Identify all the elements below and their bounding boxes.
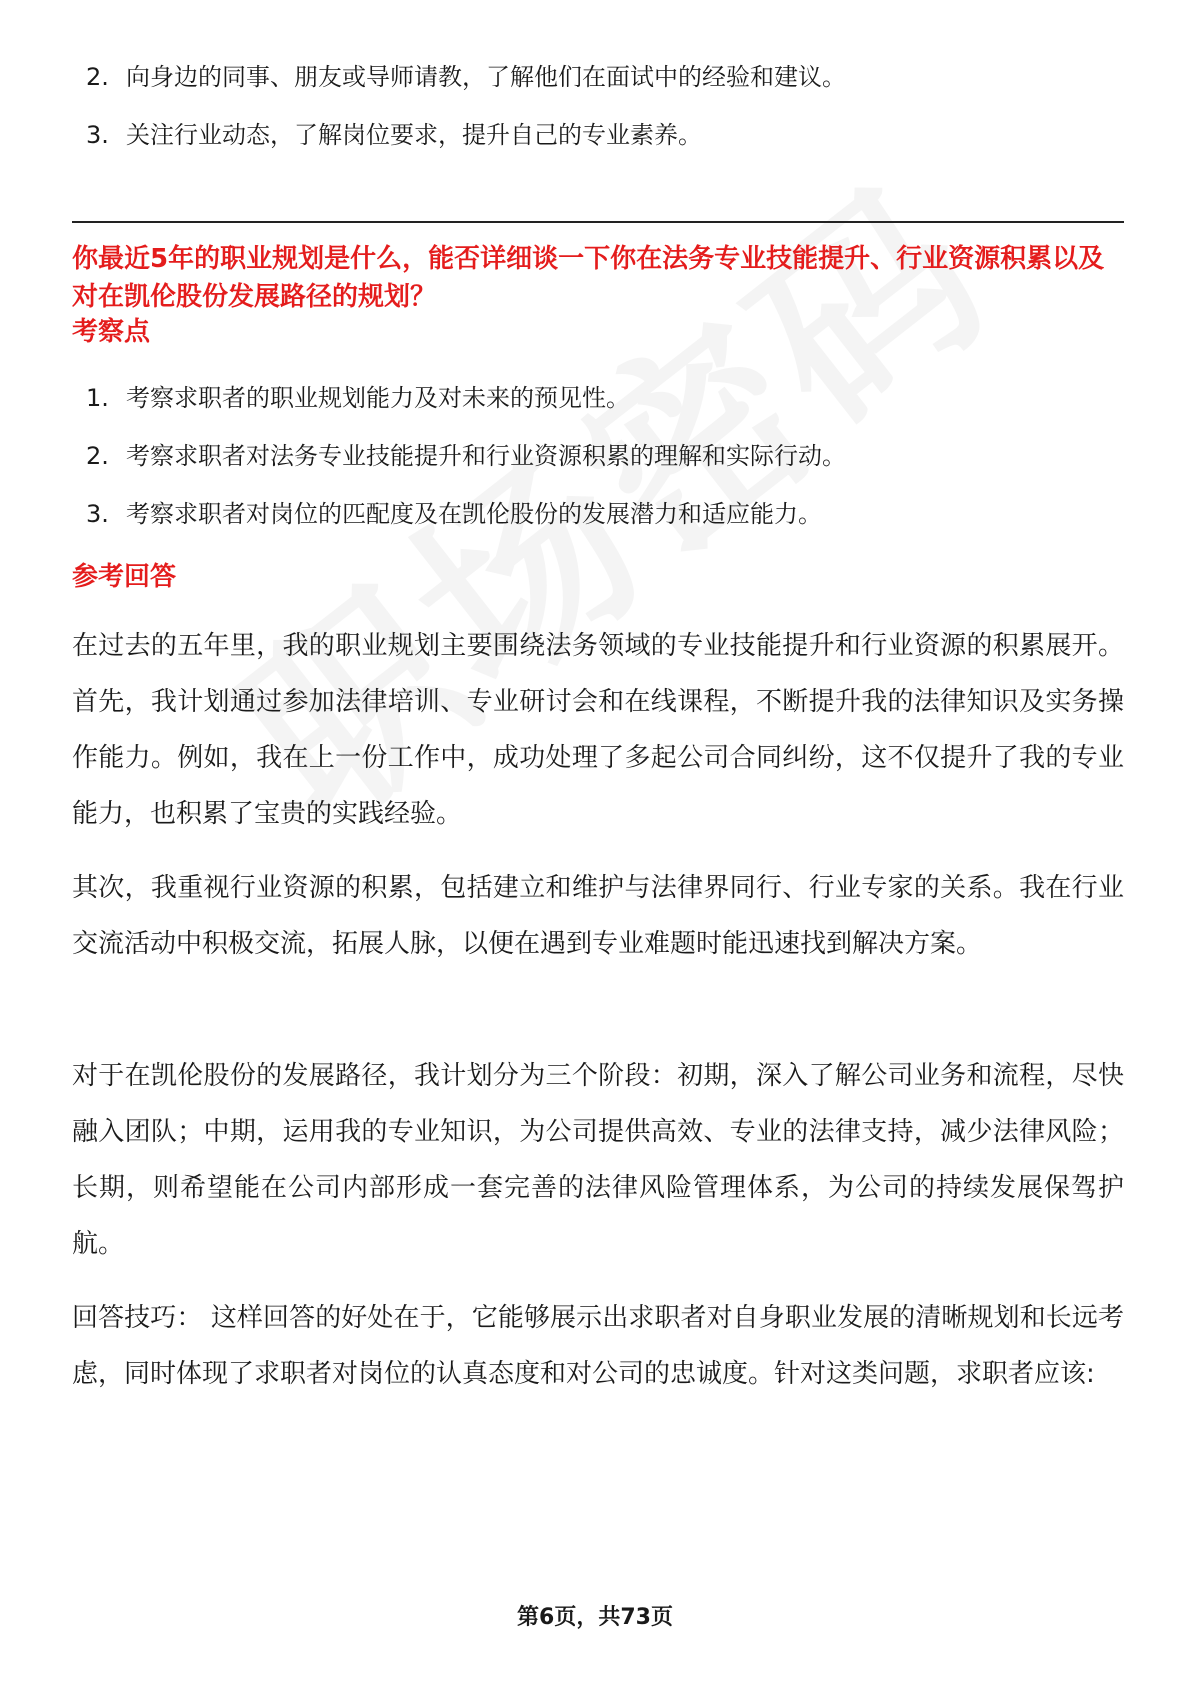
list-text: 考察求职者的职业规划能力及对未来的预见性。 bbox=[126, 384, 630, 412]
assessment-list bbox=[86, 383, 846, 557]
list-number: 2. bbox=[86, 442, 109, 470]
list-item bbox=[86, 441, 846, 471]
list-number: 2. bbox=[86, 63, 109, 91]
answer-tips-paragraph: 回答技巧： 这样回答的好处在于，它能够展示出求职者对自身职业发展的清晰规划和长远考虑，同时体现了求职者对岗位的认真态度和对公司的忠诚度。针对这类问题，求职者应该: bbox=[72, 1303, 1124, 1389]
list-text: 考察求职者对法务专业技能提升和行业资源积累的理解和实际行动。 bbox=[126, 442, 846, 470]
list-item bbox=[86, 120, 846, 150]
list-text: 考察求职者对岗位的匹配度及在凯伦股份的发展潜力和适应能力。 bbox=[126, 500, 822, 528]
answer-paragraph: 对于在凯伦股份的发展路径，我计划分为三个阶段：初期，深入了解公司业务和流程，尽快融入团队；中期，运用我的专业知识，为公司提供高效、专业的法律支持，减少法律风险；长期，则希望能在公司内部形成一套完善的法律风险管理体系，为公司的持续发展保驾护航。 bbox=[72, 1061, 1124, 1259]
page-footer: 第6页，共73页 bbox=[517, 1605, 673, 1630]
question-heading: 你最近5年的职业规划是什么，能否详细谈一下你在法务专业技能提升、行业资源积累以及对在凯伦股份发展路径的规划？ bbox=[72, 244, 1105, 312]
list-number: 1. bbox=[86, 384, 109, 412]
list-item bbox=[86, 62, 846, 92]
divider bbox=[72, 221, 1124, 223]
section-title-assessment: 考察点 bbox=[72, 317, 151, 347]
list-item bbox=[86, 383, 846, 413]
top-list bbox=[86, 62, 846, 178]
list-number: 3. bbox=[86, 500, 109, 528]
list-number: 3. bbox=[86, 121, 109, 149]
section-title-answer: 参考回答 bbox=[72, 562, 177, 592]
list-text: 向身边的同事、朋友或导师请教，了解他们在面试中的经验和建议。 bbox=[126, 63, 846, 91]
answer-paragraph: 在过去的五年里，我的职业规划主要围绕法务领域的专业技能提升和行业资源的积累展开。首先，我计划通过参加法律培训、专业研讨会和在线课程，不断提升我的法律知识及实务操作能力。例如，我在上一份工作中，成功处理了多起公司合同纠纷，这不仅提升了我的专业能力，也积累了宝贵的实践经验。 bbox=[72, 631, 1124, 829]
list-item bbox=[86, 499, 846, 529]
answer-paragraph: 其次，我重视行业资源的积累，包括建立和维护与法律界同行、行业专家的关系。我在行业交流活动中积极交流，拓展人脉，以便在遇到专业难题时能迅速找到解决方案。 bbox=[72, 873, 1124, 959]
list-text: 关注行业动态，了解岗位要求，提升自己的专业素养。 bbox=[126, 121, 702, 149]
